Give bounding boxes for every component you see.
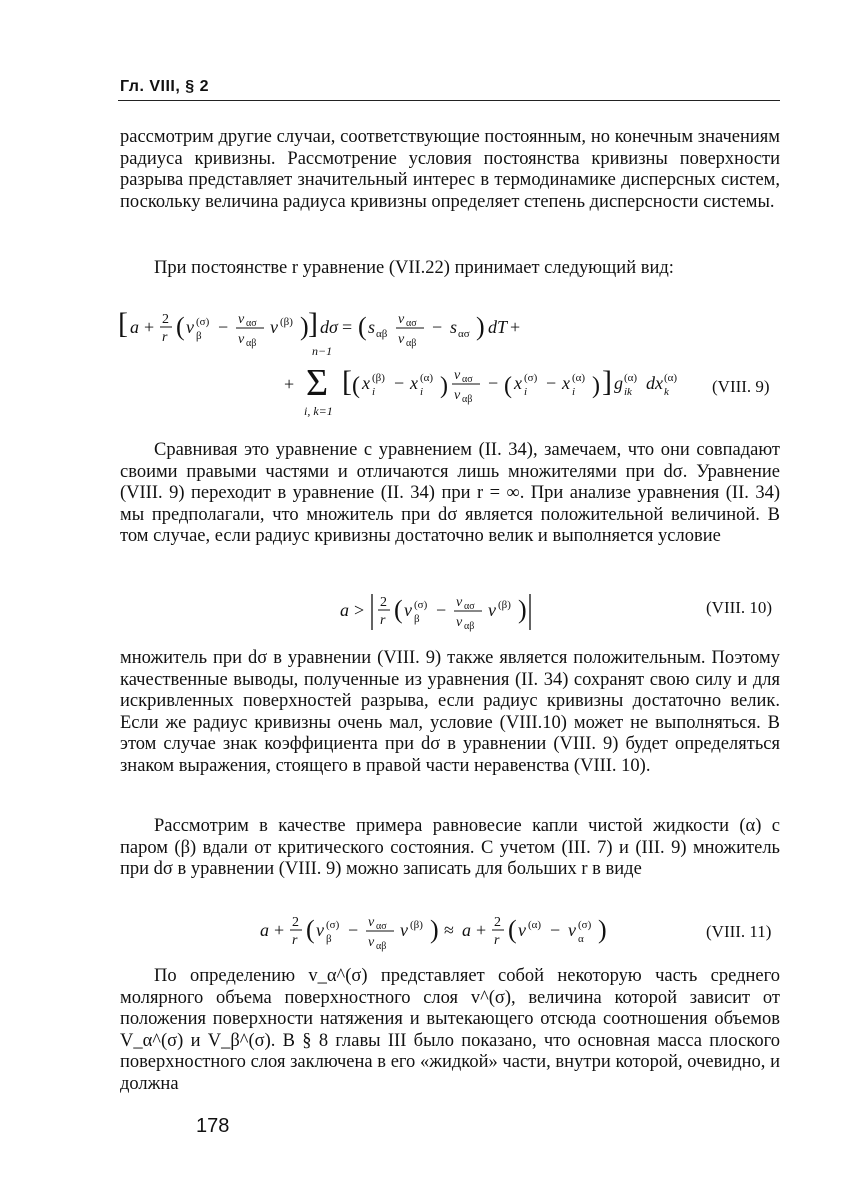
- paragraph-6-text: По определению v_α^(σ) представляет собой некоторую часть среднего молярного объема поверхностного слоя v^(σ), величина которой зависит от положения поверхности натяжения и вытекающего отсюда соотношения объемов V_α^(σ) и V_β^(σ). В § 8 главы III было показано, что основная масса плоского поверхностного слоя заключена в его «жидкой» части, внутри которой, очевидно, и должна: [120, 966, 780, 1094]
- svg-text:v: v: [368, 935, 375, 950]
- svg-text:(α): (α): [572, 372, 586, 384]
- svg-text:β: β: [414, 613, 420, 625]
- svg-text:≈: ≈: [444, 920, 454, 940]
- svg-text:a: a: [130, 317, 139, 337]
- svg-text:+: +: [274, 920, 285, 940]
- svg-text:=: =: [342, 317, 353, 337]
- svg-text:−: −: [436, 600, 447, 620]
- svg-text:i: i: [524, 386, 528, 398]
- svg-text:−: −: [394, 373, 405, 393]
- svg-text:): ): [430, 915, 439, 944]
- svg-text:g: g: [614, 373, 623, 393]
- svg-text:ασ: ασ: [458, 328, 470, 340]
- equation-number-viii-9: (VIII. 9): [712, 377, 770, 396]
- svg-text:(: (: [358, 312, 367, 341]
- equation-number-viii-11: (VIII. 11): [706, 922, 772, 941]
- svg-text:β: β: [196, 330, 202, 342]
- svg-text:(σ): (σ): [524, 372, 538, 384]
- svg-text:x: x: [410, 373, 418, 393]
- svg-text:r: r: [162, 330, 168, 345]
- svg-text:+: +: [510, 317, 521, 337]
- paragraph-3: [120, 440, 780, 548]
- svg-text:v: v: [398, 312, 405, 327]
- svg-text:dx: dx: [646, 373, 663, 393]
- svg-text:i: i: [420, 386, 424, 398]
- svg-text:v: v: [238, 332, 245, 347]
- paragraph-4: [120, 648, 780, 777]
- equation-viii-9: [114, 303, 784, 423]
- svg-text:v: v: [400, 920, 408, 940]
- svg-text:i: i: [372, 386, 376, 398]
- svg-text:+: +: [284, 374, 295, 394]
- svg-text:(σ): (σ): [578, 919, 592, 931]
- svg-text:(β): (β): [280, 316, 293, 328]
- svg-text:n−1: n−1: [312, 344, 333, 358]
- svg-text:x: x: [514, 373, 522, 393]
- svg-text:a: a: [340, 600, 349, 620]
- svg-text:r: r: [494, 933, 500, 948]
- svg-text:(α): (α): [528, 919, 542, 931]
- svg-text:a: a: [462, 920, 471, 940]
- svg-text:−: −: [348, 920, 359, 940]
- svg-text:+: +: [476, 920, 487, 940]
- svg-text:(: (: [504, 373, 512, 399]
- paragraph-3-text: Сравнивая это уравнение с уравнением (II. 34), замечаем, что они совпадают своими правыми частями и отличаются лишь множителями при dσ. Уравнение (VIII. 9) переходит в уравнение (II. 34) при r = ∞. При анализе уравнения (II. 34) мы предполагали, что множитель при dσ является положительной величиной. В том случае, если радиус кривизны достаточно велик и выполняется условие: [120, 440, 780, 546]
- svg-text:(β): (β): [498, 599, 511, 611]
- svg-text:ασ: ασ: [376, 921, 387, 932]
- svg-text:(β): (β): [410, 919, 423, 931]
- svg-text:x: x: [562, 373, 570, 393]
- svg-text:α: α: [578, 933, 584, 945]
- paragraph-2: [120, 258, 780, 280]
- svg-text:>: >: [354, 600, 365, 620]
- svg-text:]: ]: [308, 307, 318, 340]
- equation-viii-10: [336, 586, 576, 646]
- svg-text:−: −: [432, 317, 443, 337]
- svg-text:(: (: [306, 915, 315, 944]
- svg-text:v: v: [270, 317, 278, 337]
- svg-text:−: −: [546, 373, 557, 393]
- svg-text:2: 2: [494, 915, 501, 930]
- svg-text:[: [: [342, 365, 352, 398]
- paragraph-6: [120, 966, 780, 1095]
- svg-text:−: −: [218, 317, 229, 337]
- svg-text:s: s: [450, 317, 458, 337]
- svg-text:k: k: [664, 386, 669, 398]
- running-head: Гл. VIII, § 2: [120, 78, 209, 95]
- svg-text:v: v: [568, 920, 576, 940]
- svg-text:i, k=1: i, k=1: [304, 404, 333, 418]
- equation-number-viii-10: (VIII. 10): [706, 598, 773, 617]
- paragraph-1-text: рассмотрим другие случаи, соответствующие постоянным, но конечным значениям радиуса кривизны. Рассмотрение условия постоянства кривизны поверхности разрыва представляет значительный интерес в термодинамике дисперсных систем, поскольку величина радиуса кривизны определяет степень дисперсности системы.: [120, 127, 780, 212]
- paragraph-5-text: Рассмотрим в качестве примера равновесие капли чистой жидкости (α) с паром (β) вдали от критического состояния. С учетом (III. 7) и (III. 9) множитель при dσ в уравнении (VIII. 9) можно записать для больших r в виде: [120, 816, 780, 879]
- svg-text:2: 2: [380, 595, 387, 610]
- paragraph-1: [120, 127, 780, 213]
- svg-text:(σ): (σ): [326, 919, 340, 931]
- svg-text:): ): [518, 595, 527, 624]
- svg-text:[: [: [118, 307, 128, 340]
- svg-text:αβ: αβ: [462, 394, 473, 405]
- svg-text:+: +: [144, 317, 155, 337]
- svg-text:a: a: [260, 920, 269, 940]
- svg-text:v: v: [186, 317, 194, 337]
- svg-text:x: x: [362, 373, 370, 393]
- svg-text:αβ: αβ: [246, 338, 257, 349]
- svg-text:): ): [598, 915, 607, 944]
- svg-text:αβ: αβ: [376, 328, 388, 340]
- svg-text:Σ: Σ: [306, 362, 329, 404]
- svg-text:): ): [440, 373, 448, 399]
- svg-text:(: (: [508, 915, 517, 944]
- svg-text:v: v: [518, 920, 526, 940]
- svg-text:αβ: αβ: [464, 621, 475, 632]
- svg-text:v: v: [398, 332, 405, 347]
- svg-text:v: v: [454, 368, 461, 383]
- paragraph-5: [120, 816, 780, 881]
- header-rule: [118, 100, 780, 101]
- svg-text:2: 2: [162, 312, 169, 327]
- svg-text:ασ: ασ: [246, 318, 257, 329]
- svg-text:]: ]: [602, 365, 612, 398]
- svg-text:v: v: [316, 920, 324, 940]
- svg-text:(α): (α): [664, 372, 678, 384]
- svg-text:−: −: [550, 920, 561, 940]
- svg-text:ασ: ασ: [406, 318, 417, 329]
- svg-text:(: (: [352, 373, 360, 399]
- svg-text:v: v: [456, 615, 463, 630]
- paragraph-2-text: При постоянстве r уравнение (VII.22) принимает следующий вид:: [154, 258, 674, 278]
- svg-text:v: v: [454, 388, 461, 403]
- svg-text:v: v: [456, 595, 463, 610]
- svg-text:i: i: [572, 386, 576, 398]
- svg-text:(σ): (σ): [196, 316, 210, 328]
- svg-text:dT: dT: [488, 317, 508, 337]
- svg-text:): ): [300, 312, 309, 341]
- svg-text:αβ: αβ: [376, 941, 387, 952]
- svg-text:ασ: ασ: [464, 601, 475, 612]
- svg-text:(: (: [176, 312, 185, 341]
- svg-text:v: v: [404, 600, 412, 620]
- svg-text:(β): (β): [372, 372, 385, 384]
- svg-text:(: (: [394, 595, 403, 624]
- svg-text:): ): [592, 373, 600, 399]
- svg-text:v: v: [368, 915, 375, 930]
- svg-text:v: v: [238, 312, 245, 327]
- svg-text:(α): (α): [420, 372, 434, 384]
- equation-viii-11: [256, 906, 656, 962]
- svg-text:r: r: [292, 933, 298, 948]
- svg-text:(σ): (σ): [414, 599, 428, 611]
- svg-text:v: v: [488, 600, 496, 620]
- svg-text:s: s: [368, 317, 376, 337]
- svg-text:2: 2: [292, 915, 299, 930]
- paragraph-4-text: множитель при dσ в уравнении (VIII. 9) также является положительным. Поэтому качественные выводы, полученные из уравнения (II. 34) сохранят свою силу и для искривленных поверхностей разрыва, если радиус кривизны достаточно велик. Если же радиус кривизны очень мал, условие (VIII.10) может не выполняться. В этом случае знак коэффициента при dσ в уравнении (VIII. 9) будет определяться знаком выражения, стоящего в правой части неравенства (VIII. 10).: [120, 648, 780, 776]
- svg-text:β: β: [326, 933, 332, 945]
- svg-text:(α): (α): [624, 372, 638, 384]
- svg-text:dσ: dσ: [320, 317, 338, 337]
- svg-text:−: −: [488, 373, 499, 393]
- svg-text:αβ: αβ: [406, 338, 417, 349]
- svg-text:ik: ik: [624, 386, 632, 398]
- svg-text:): ): [476, 312, 485, 341]
- page-number: 178: [196, 1115, 230, 1137]
- svg-text:ασ: ασ: [462, 374, 473, 385]
- svg-text:r: r: [380, 613, 386, 628]
